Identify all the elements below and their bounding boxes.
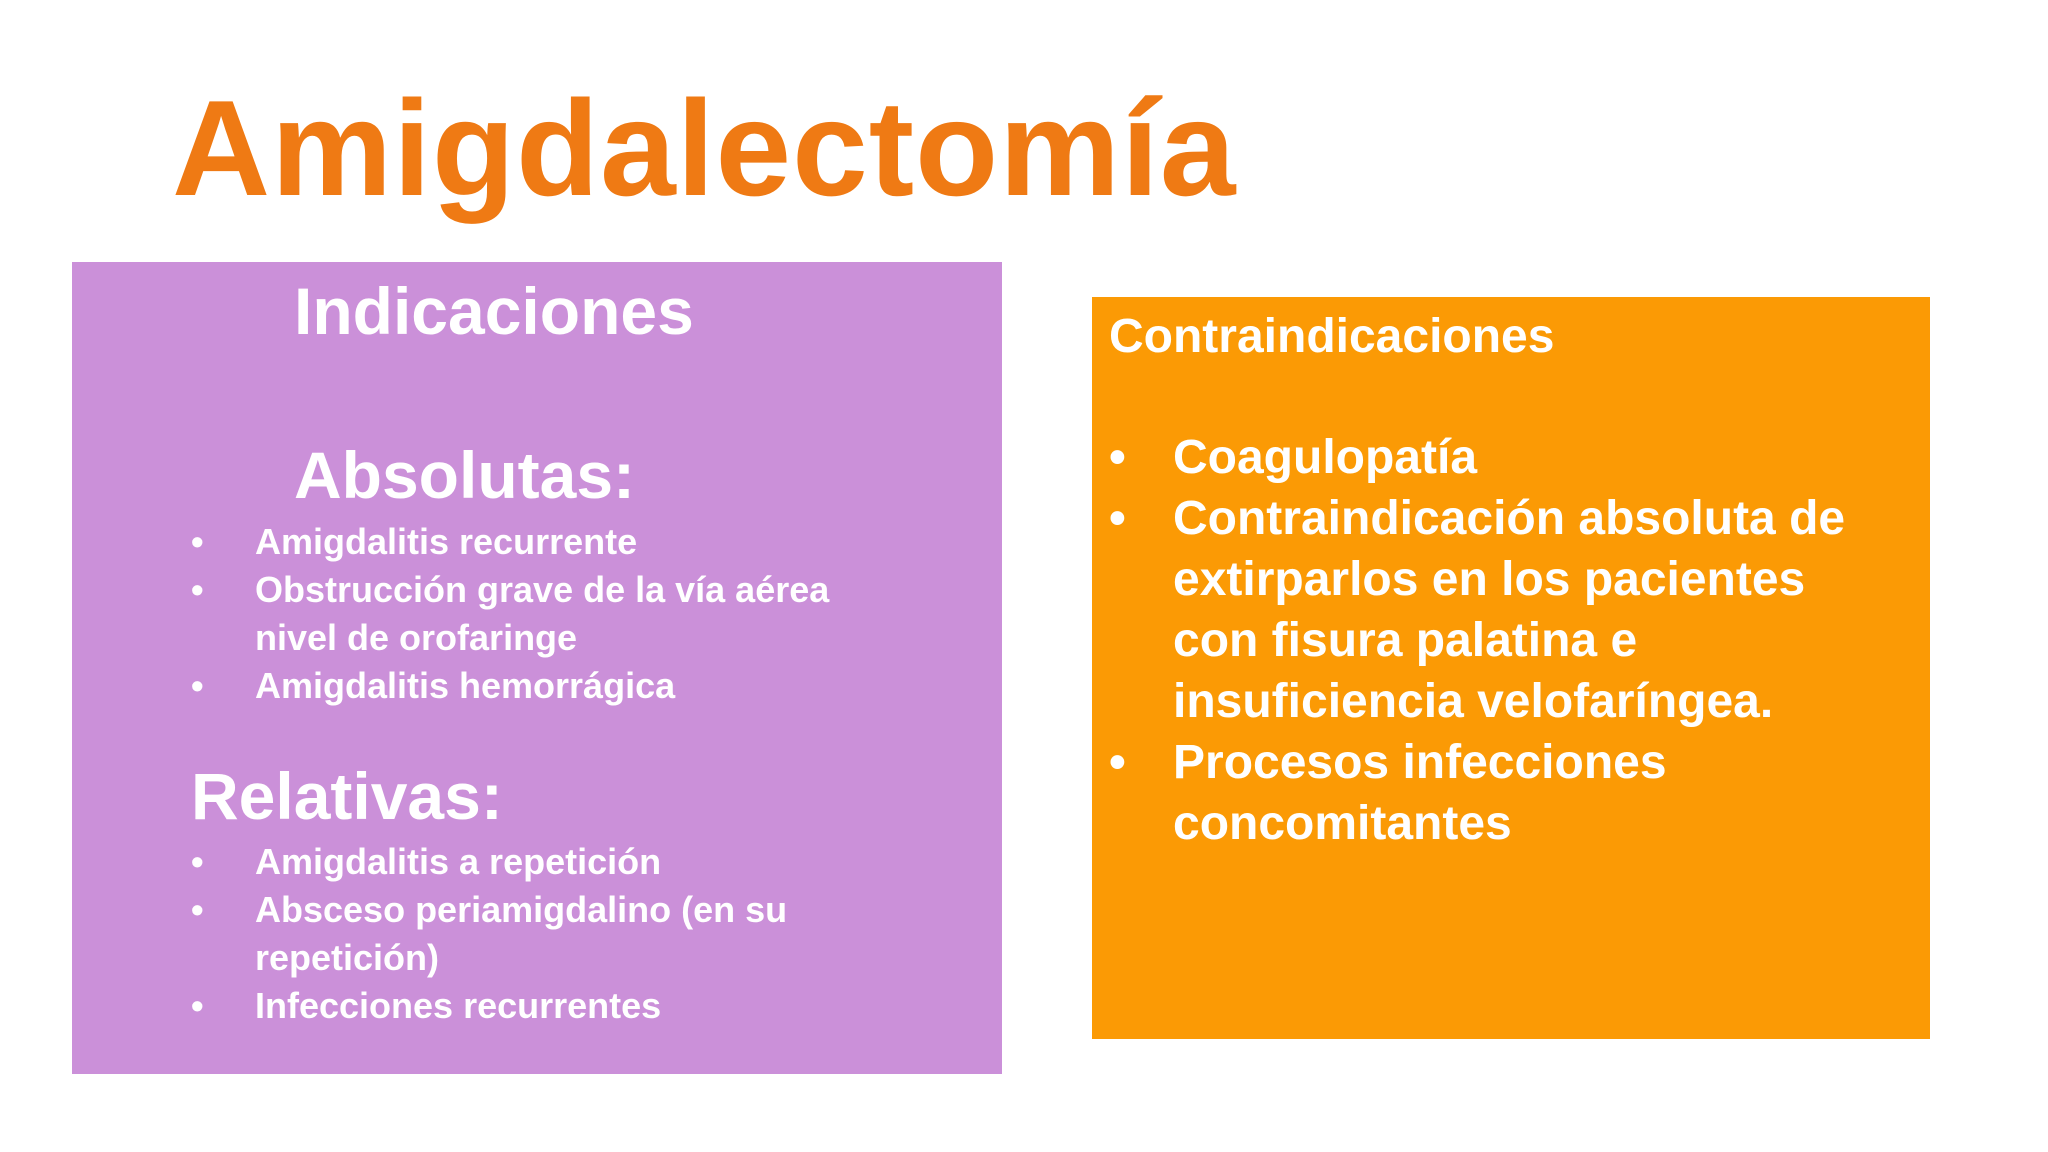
list-item (191, 518, 971, 566)
relativas-list (191, 838, 971, 1030)
list-item-text: Amigdalitis hemorrágica (255, 665, 676, 706)
list-item (191, 838, 971, 886)
list-item-text: Amigdalitis a repetición (255, 841, 662, 882)
list-item (191, 886, 971, 982)
bullet-icon: • (191, 985, 204, 1026)
list-item-text-line: extirparlos en los pacientes (1173, 553, 1806, 606)
contraindicaciones-panel (1092, 297, 1930, 1039)
list-item-text-line: Contraindicación absoluta de (1173, 492, 1846, 545)
list-item (191, 662, 971, 710)
absolutas-list (191, 518, 971, 710)
bullet-icon: • (191, 665, 204, 706)
list-item-text: Infecciones recurrentes (255, 985, 662, 1026)
list-item-text: Coagulopatía (1173, 431, 1478, 484)
indicaciones-heading: Indicaciones (294, 274, 694, 348)
bullet-icon: • (191, 521, 204, 562)
list-item-text-line: Obstrucción grave de la vía aérea (255, 569, 830, 610)
list-item-text-line: repetición) (255, 937, 440, 978)
list-item-text-line: Procesos infecciones (1173, 736, 1667, 789)
bullet-icon: • (191, 889, 204, 930)
list-item-text-line: con fisura palatina e (1173, 614, 1638, 667)
contraindicaciones-list (1109, 427, 1909, 854)
bullet-icon: • (191, 569, 204, 610)
list-item (1109, 427, 1909, 488)
bullet-icon: • (1109, 431, 1126, 484)
bullet-icon: • (1109, 736, 1126, 789)
list-item-text: Amigdalitis recurrente (255, 521, 638, 562)
list-item (1109, 488, 1909, 732)
list-item (191, 566, 971, 662)
list-item (1109, 732, 1909, 854)
indicaciones-panel (72, 262, 1002, 1074)
relativas-heading: Relativas: (191, 759, 503, 833)
list-item-text-line: insuficiencia velofaríngea. (1173, 675, 1774, 728)
absolutas-heading: Absolutas: (294, 438, 636, 512)
list-item-text-line: Absceso periamigdalino (en su (255, 889, 788, 930)
contraindicaciones-heading: Contraindicaciones (1109, 310, 1555, 363)
bullet-icon: • (191, 841, 204, 882)
bullet-icon: • (1109, 492, 1126, 545)
list-item (191, 982, 971, 1030)
list-item-text-line: nivel de orofaringe (255, 617, 578, 658)
list-item-text-line: concomitantes (1173, 797, 1512, 850)
slide-title: Amigdalectomía (172, 72, 1237, 224)
